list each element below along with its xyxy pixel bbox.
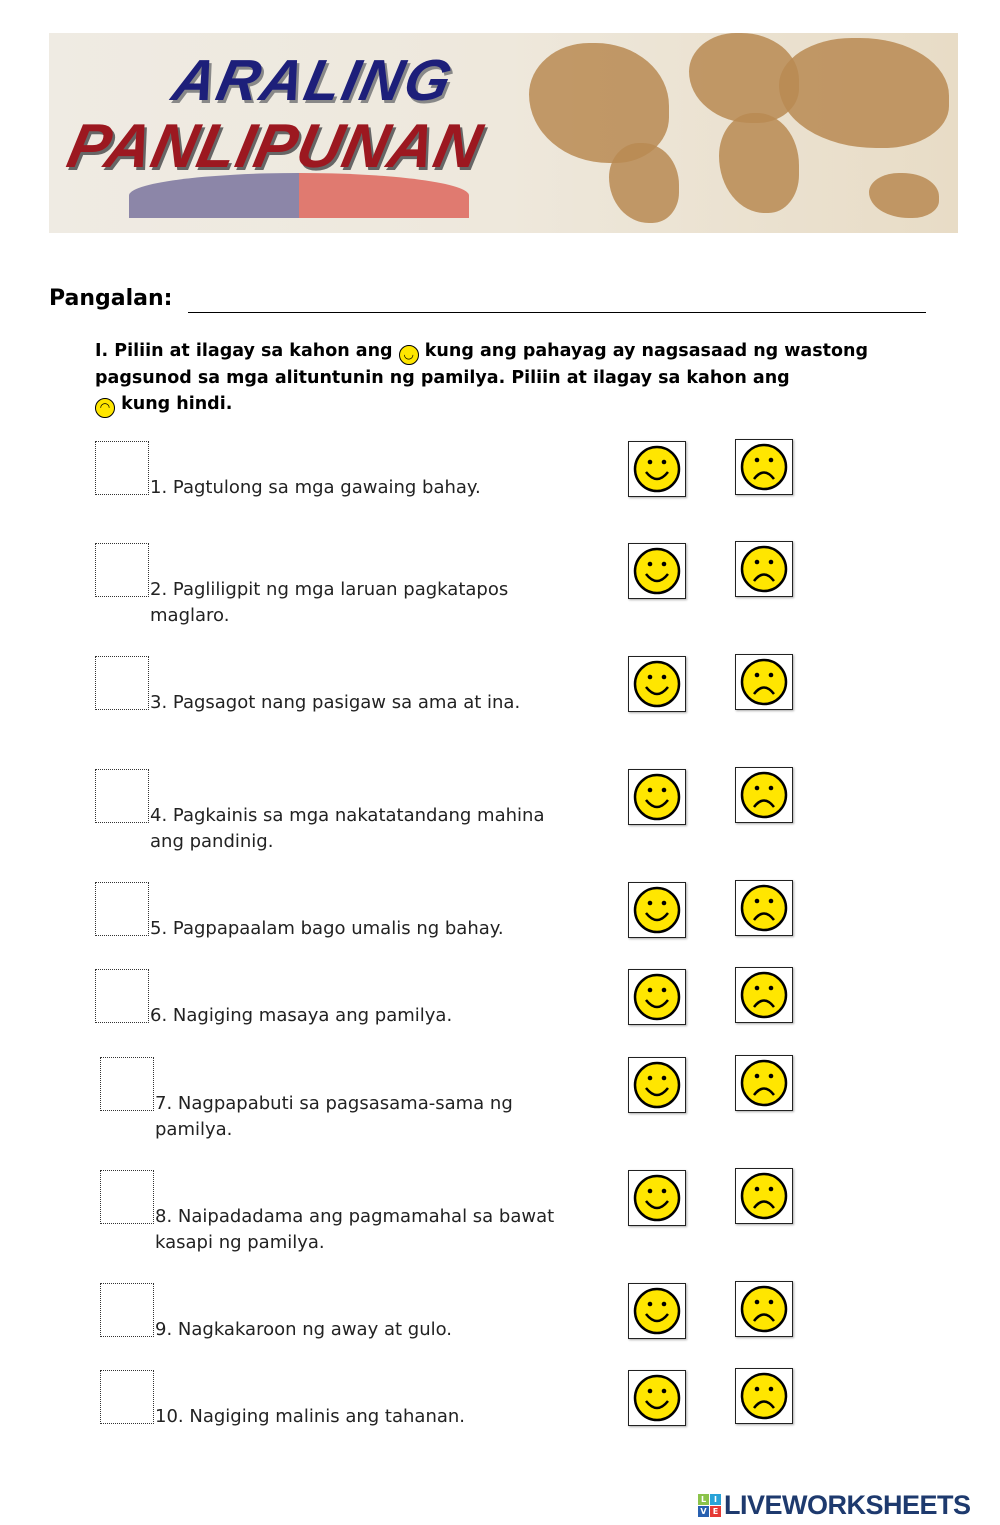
sad-face-icon[interactable] bbox=[735, 1168, 793, 1224]
logo-tiles bbox=[698, 1494, 721, 1517]
answer-drop-box[interactable] bbox=[100, 1370, 154, 1424]
happy-face-icon[interactable] bbox=[628, 1170, 686, 1226]
banner-title-line1: ARALING bbox=[167, 48, 460, 113]
happy-face-icon[interactable] bbox=[628, 441, 686, 497]
banner-title-line2: PANLIPUNAN bbox=[61, 112, 489, 181]
sad-face-icon: ◠ bbox=[95, 398, 115, 418]
question-text: 6. Nagiging masaya ang pamilya. bbox=[150, 1005, 453, 1026]
question-text: 10. Nagiging malinis ang tahanan. bbox=[155, 1406, 466, 1427]
answer-drop-box[interactable] bbox=[95, 656, 149, 710]
logo-tile: I bbox=[710, 1494, 721, 1505]
answer-drop-box[interactable] bbox=[95, 769, 149, 823]
answer-drop-box[interactable] bbox=[95, 969, 149, 1023]
answer-drop-box[interactable] bbox=[95, 441, 149, 495]
banner-image bbox=[49, 33, 958, 233]
happy-face-icon: ◡ bbox=[399, 345, 419, 365]
sad-face-icon[interactable] bbox=[735, 1281, 793, 1337]
logo-tile: E bbox=[710, 1506, 721, 1517]
question-text: 3. Pagsagot nang pasigaw sa ama at ina. bbox=[150, 692, 521, 713]
happy-face-icon[interactable] bbox=[628, 1283, 686, 1339]
sad-face-icon[interactable] bbox=[735, 541, 793, 597]
instructions-part2: kung ang pahayag ay nagsasaad ng wastong pagsunod sa mga alituntunin ng pamilya. Piliin at ilagay sa kahon ang bbox=[95, 341, 869, 388]
answer-drop-box[interactable] bbox=[95, 882, 149, 936]
happy-face-icon[interactable] bbox=[628, 656, 686, 712]
question-text: 2. Pagliligpit ng mga laruan pagkatapos maglaro. bbox=[150, 579, 509, 626]
question-text: 9. Nagkakaroon ng away at gulo. bbox=[155, 1319, 453, 1340]
happy-face-icon[interactable] bbox=[628, 882, 686, 938]
sad-face-icon[interactable] bbox=[735, 880, 793, 936]
liveworksheets-logo bbox=[698, 1490, 971, 1521]
logo-tile: V bbox=[698, 1506, 709, 1517]
answer-drop-box[interactable] bbox=[100, 1170, 154, 1224]
question-text: 7. Nagpapabuti sa pagsasama-sama ng pamilya. bbox=[155, 1093, 513, 1140]
answer-drop-box[interactable] bbox=[100, 1283, 154, 1337]
sad-face-icon[interactable] bbox=[735, 1368, 793, 1424]
sad-face-icon[interactable] bbox=[735, 767, 793, 823]
answer-drop-box[interactable] bbox=[100, 1057, 154, 1111]
instructions-part3: kung hindi. bbox=[121, 394, 233, 414]
happy-face-icon[interactable] bbox=[628, 769, 686, 825]
sad-face-icon[interactable] bbox=[735, 654, 793, 710]
instructions-part1: I. Piliin at ilagay sa kahon ang bbox=[95, 341, 393, 361]
happy-face-icon[interactable] bbox=[628, 969, 686, 1025]
question-text: 8. Naipadadama ang pagmamahal sa bawat kasapi ng pamilya. bbox=[155, 1206, 555, 1253]
sad-face-icon[interactable] bbox=[735, 1055, 793, 1111]
name-label: Pangalan: bbox=[49, 286, 173, 311]
sad-face-icon[interactable] bbox=[735, 439, 793, 495]
answer-drop-box[interactable] bbox=[95, 543, 149, 597]
question-text: 4. Pagkainis sa mga nakatatandang mahina ang pandinig. bbox=[150, 805, 545, 852]
logo-tile: L bbox=[698, 1494, 709, 1505]
question-text: 5. Pagpapaalam bago umalis ng bahay. bbox=[150, 918, 504, 939]
happy-face-icon[interactable] bbox=[628, 543, 686, 599]
question-text: 1. Pagtulong sa mga gawaing bahay. bbox=[150, 477, 481, 498]
logo-text: LIVEWORKSHEETS bbox=[724, 1490, 971, 1520]
instructions bbox=[95, 338, 915, 418]
happy-face-icon[interactable] bbox=[628, 1057, 686, 1113]
name-input-line[interactable] bbox=[188, 312, 926, 313]
sad-face-icon[interactable] bbox=[735, 967, 793, 1023]
happy-face-icon[interactable] bbox=[628, 1370, 686, 1426]
